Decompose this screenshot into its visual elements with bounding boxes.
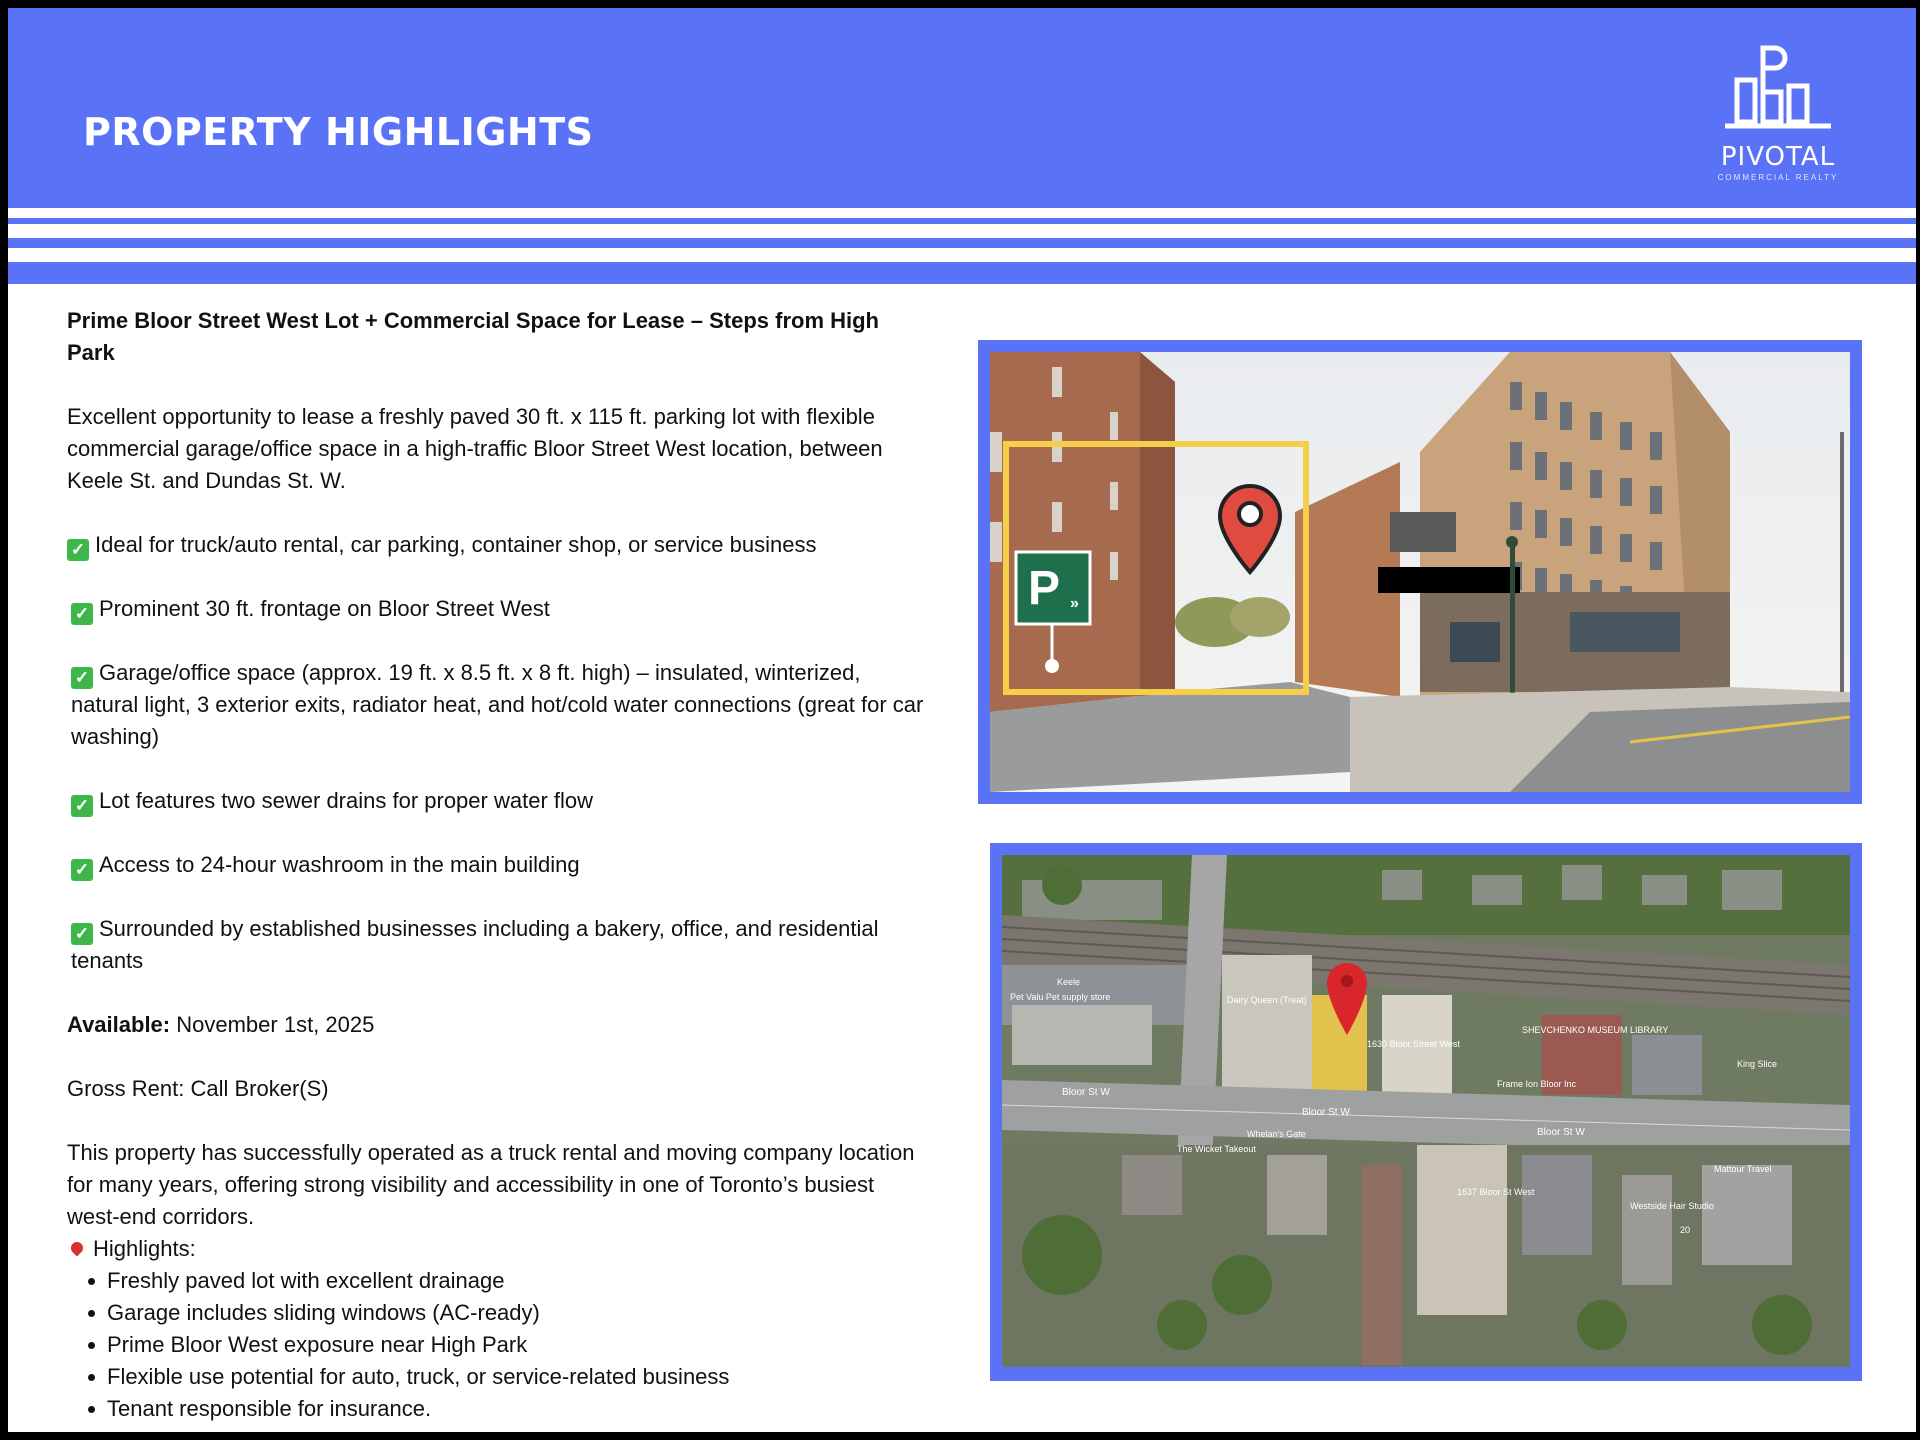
checkmark-icon: ✓ xyxy=(71,795,93,817)
list-item: Garage includes sliding windows (AC-ready) xyxy=(107,1297,927,1329)
map-label: Pet Valu Pet supply store xyxy=(1010,992,1111,1002)
parking-sign-letter: P xyxy=(1027,562,1061,615)
map-label: Bloor St W xyxy=(1062,1087,1110,1098)
feature-item: ✓ Surrounded by established businesses including a bakery, office, and residential tenants xyxy=(71,916,879,973)
checkmark-icon: ✓ xyxy=(71,603,93,625)
map-label: King Slice xyxy=(1737,1059,1778,1069)
list-item: Freshly paved lot with excellent drainage xyxy=(107,1265,927,1297)
map-label: Frame Ion Bloor Inc xyxy=(1497,1079,1577,1089)
highlights-list xyxy=(67,1265,927,1425)
logo-tagline: COMMERCIAL REALTY xyxy=(1717,173,1839,182)
feature-item: ✓ Garage/office space (approx. 19 ft. x 8.5 ft. x 8 ft. high) – insulated, winterized, natural light, 3 exterior exits, radiator heat, and hot/cold water connections (great for car washing) xyxy=(71,660,924,749)
history-paragraph: This property has successfully operated as a truck rental and moving company location for many years, offering strong visibility and accessibility in one of Toronto’s busiest west-end corridors. xyxy=(67,1140,915,1229)
map-label: SHEVCHENKO MUSEUM LIBRARY xyxy=(1522,1025,1669,1035)
map-label: Keele xyxy=(1057,977,1081,987)
list-item: Flexible use potential for auto, truck, or service-related business xyxy=(107,1361,927,1393)
logo-wordmark: PIVOTAL xyxy=(1720,142,1836,172)
feature-item: ✓ Lot features two sewer drains for proper water flow xyxy=(67,785,927,817)
map-label: 20 xyxy=(1680,1225,1691,1235)
building-logo-icon xyxy=(1713,40,1843,140)
map-label: Dairy Queen (Treat) xyxy=(1227,995,1307,1005)
header-stripe xyxy=(8,238,1916,248)
list-item: Prime Bloor West exposure near High Park xyxy=(107,1329,927,1361)
map-label: Westside Hair Studio xyxy=(1630,1201,1714,1211)
highlights-label: Highlights: xyxy=(67,1233,927,1265)
listing-heading: Prime Bloor Street West Lot + Commercial Space for Lease – Steps from High Park xyxy=(67,308,879,365)
map-label: Mattour Travel xyxy=(1714,1164,1772,1174)
feature-item: ✓ Prominent 30 ft. frontage on Bloor Street West xyxy=(67,593,927,625)
map-label: 1637 Bloor St West xyxy=(1457,1187,1535,1197)
checkmark-icon: ✓ xyxy=(67,539,89,561)
map-label: Bloor St W xyxy=(1302,1107,1350,1118)
checkmark-icon: ✓ xyxy=(71,923,93,945)
header-stripe xyxy=(8,262,1916,284)
listing-description xyxy=(67,305,927,1425)
header-stripe xyxy=(8,218,1916,224)
feature-item: ✓ Ideal for truck/auto rental, car parking, container shop, or service business xyxy=(67,529,927,561)
company-logo xyxy=(1713,40,1843,185)
street-photo xyxy=(990,352,1850,792)
list-item: Tenant responsible for insurance. xyxy=(107,1393,927,1425)
map-label: Whelan's Gate xyxy=(1247,1129,1306,1139)
intro-paragraph: Excellent opportunity to lease a freshly paved 30 ft. x 115 ft. parking lot with flexible commercial garage/office space in a high-traffic Bloor Street West location, between Keele St. and Dundas St. W. xyxy=(67,404,883,493)
header-banner xyxy=(8,8,1916,208)
map-label: 1630 Bloor Street West xyxy=(1367,1039,1460,1049)
aerial-map[interactable] xyxy=(1002,855,1850,1367)
gross-rent: Gross Rent: Call Broker(S) xyxy=(67,1076,329,1101)
svg-text:»: » xyxy=(1070,595,1079,612)
page-title: PROPERTY HIGHLIGHTS xyxy=(83,110,594,154)
pushpin-icon xyxy=(69,1240,86,1257)
checkmark-icon: ✓ xyxy=(71,667,93,689)
feature-item: ✓ Access to 24-hour washroom in the main building xyxy=(67,849,927,881)
street-photo-frame xyxy=(978,340,1862,804)
aerial-map-frame xyxy=(990,843,1862,1381)
availability: Available: November 1st, 2025 xyxy=(67,1012,375,1037)
map-label: Bloor St W xyxy=(1537,1127,1585,1138)
checkmark-icon: ✓ xyxy=(71,859,93,881)
map-label: The Wicket Takeout xyxy=(1177,1144,1256,1154)
